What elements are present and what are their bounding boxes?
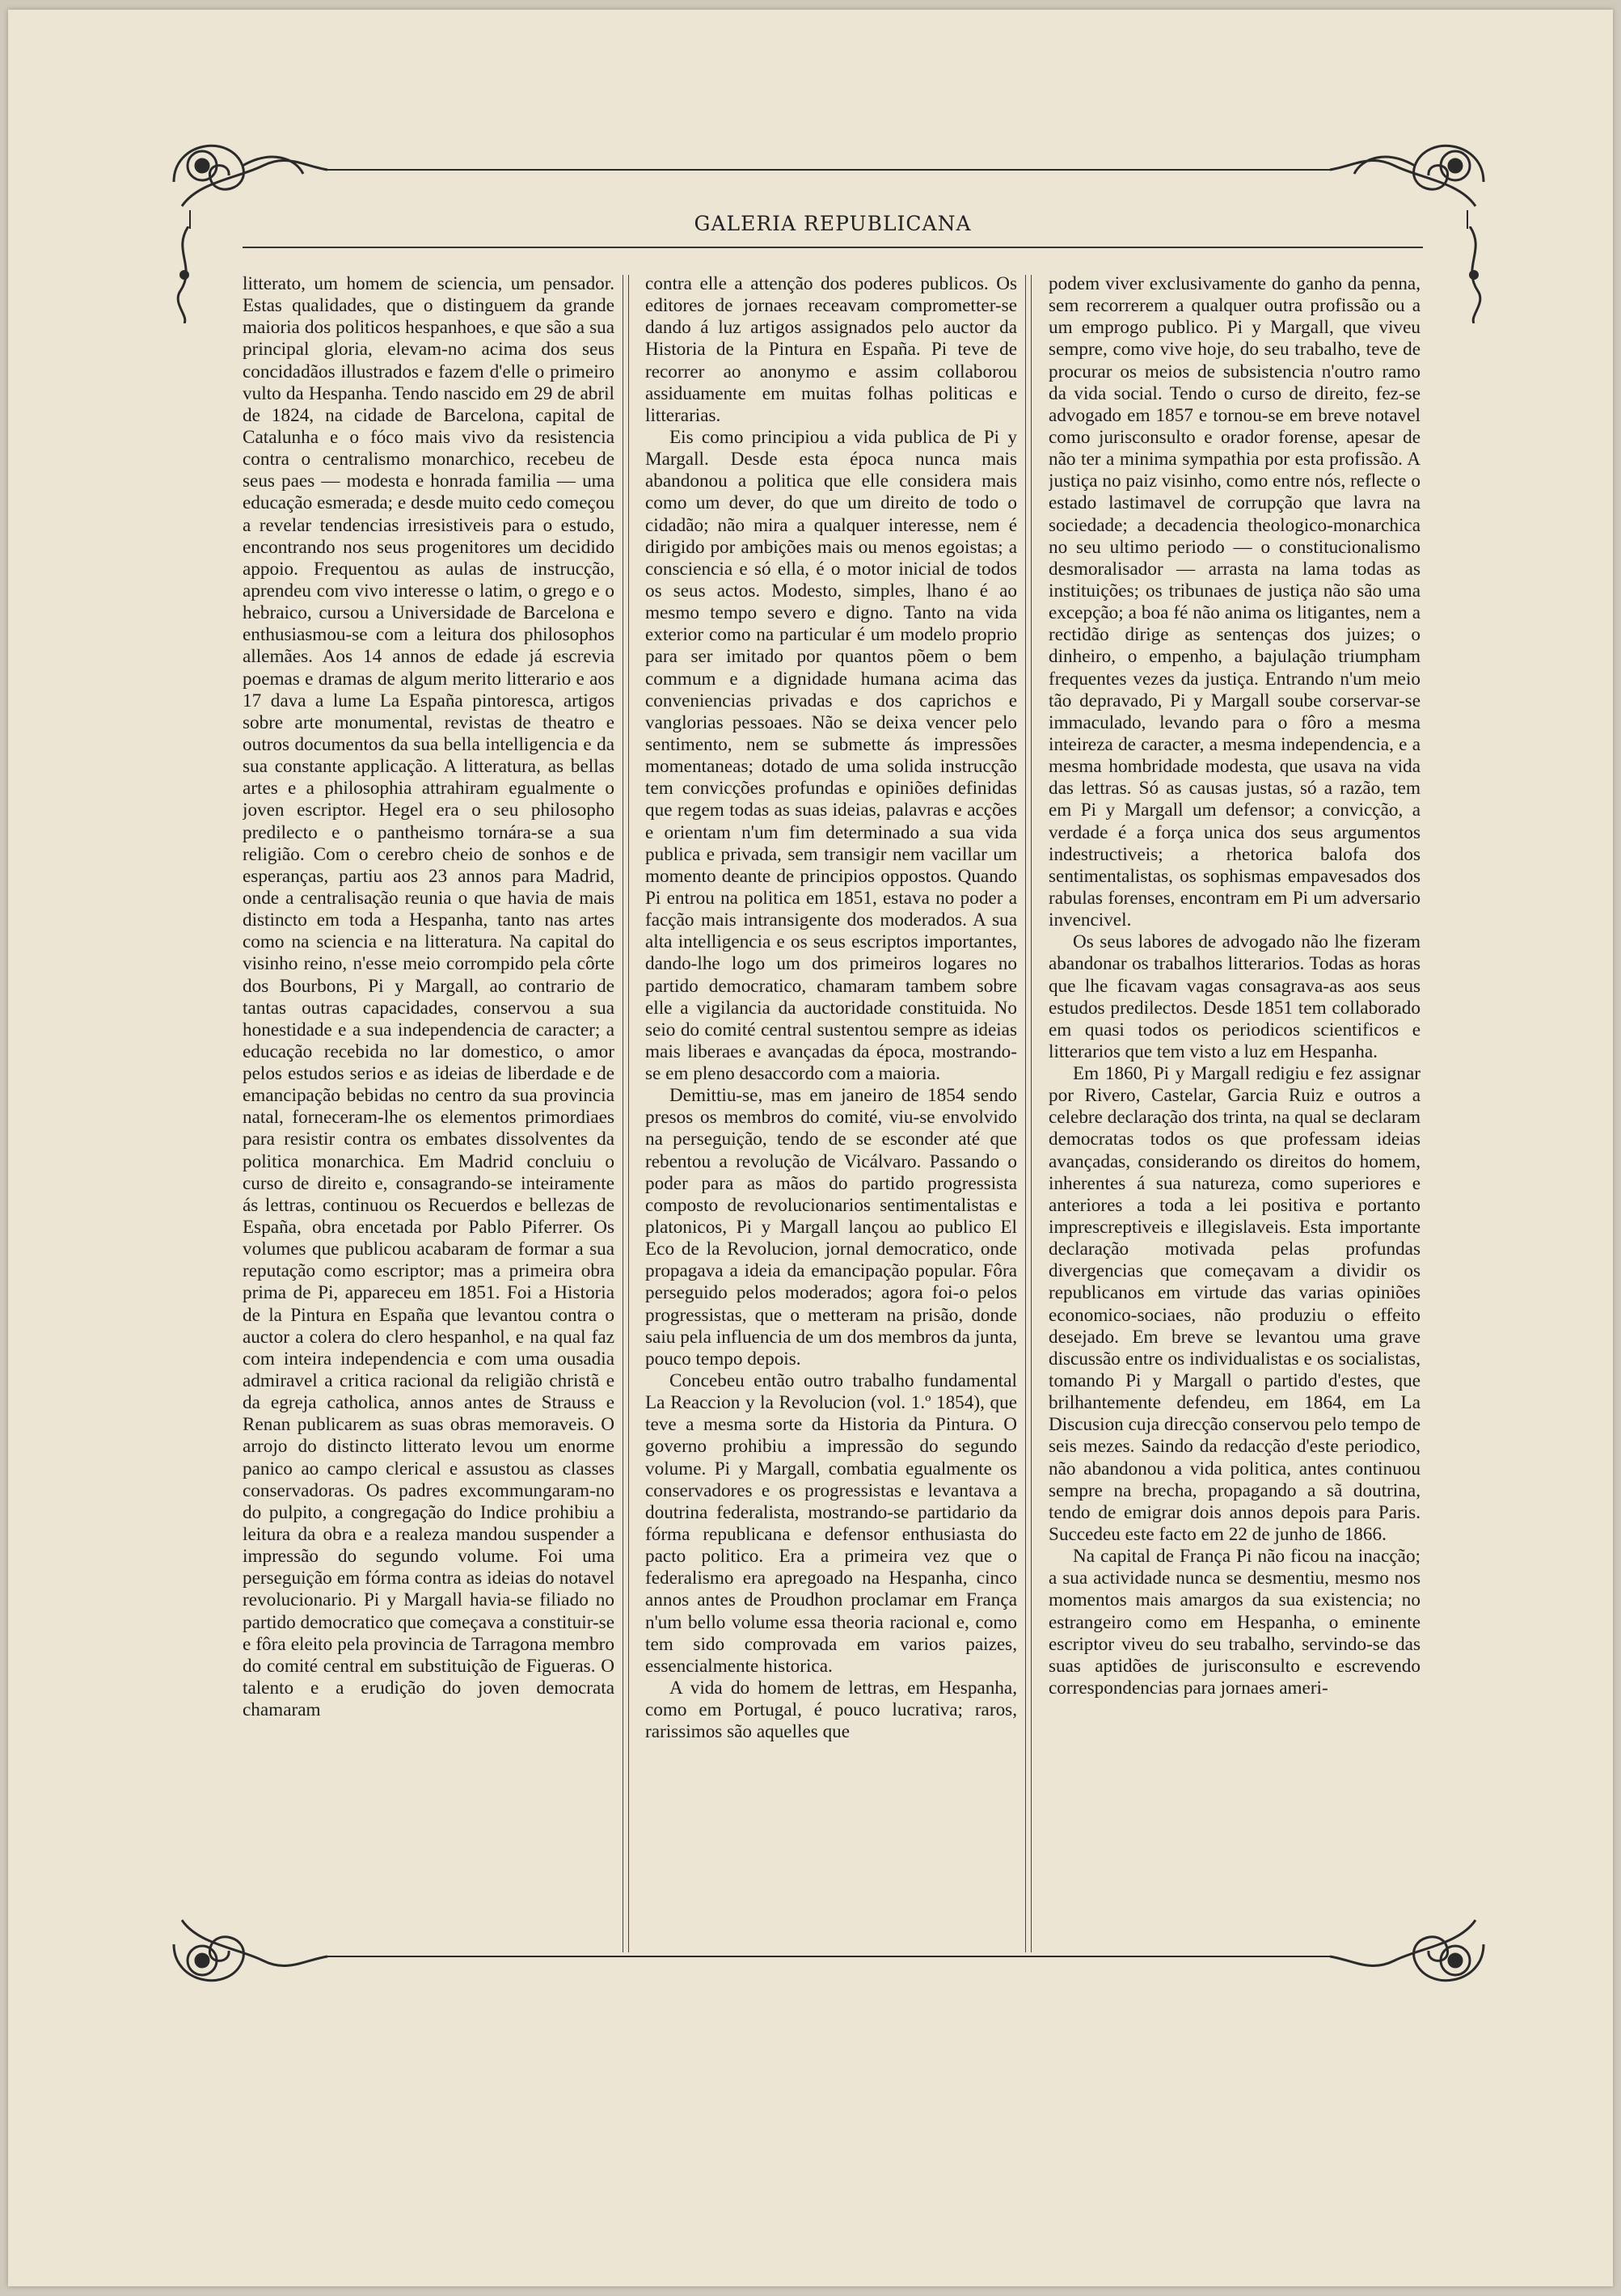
text-column-1 xyxy=(243,273,614,1947)
page-header: GALERIA REPUBLICANA xyxy=(694,212,972,235)
paragraph: Em 1860, Pi y Margall redigiu e fez assignar por Rivero, Castelar, Garcia Ruiz e outros a celebre declaração dos trinta, na qual se declaram democratas todos os que professam ideias avançadas, considerando os direitos do homem, inherentes á sua natureza, como superiores e anteriores a toda a lei positiva e portanto imprescreptiveis e illegislaveis. Esta importante declaração motivada pelas profundas divergencias que começavam a dividir os republicanos em virtude das varias opiniões economico-sociaes, não produziu o effeito desejado. Em breve se levantou uma grave discussão entre os individualistas e os socialistas, tomando Pi y Margall o partido d'estes, que brilhantemente defendeu, em 1864, em La Discusion cuja direcção conservou pelo tempo de seis mezes. Saindo da redacção d'este periodico, não abandonou a vida politica, antes continuou sempre na brecha, propagando a sã doutrina, tendo de emigrar dois annos depois para Paris. Succedeu este facto em 22 de junho de 1866. xyxy=(1049,1063,1420,1546)
paragraph: Demittiu-se, mas em janeiro de 1854 sendo presos os membros do comité, viu-se envolvido na perseguição, tendo de se esconder até que rebentou a revolução de Vicálvaro. Passando o poder para as mãos do partido progressista composto de revolucionarios sentimentalistas e platonicos, Pi y Margall lançou ao publico El Eco de la Revolucion, jornal democratico, onde propagava a ideia da emancipação popular. Fôra perseguido pelos moderados; agora foi-o pelos progressistas, que o metteram na prisão, donde saiu pela influencia de um dos membros da junta, pouco tempo depois. xyxy=(645,1085,1017,1370)
ornament-scroll-icon xyxy=(174,1920,327,1981)
paragraph: Os seus labores de advogado não lhe fizeram abandonar os trabalhos litterarios. Todas as horas que lhe ficavam vagas consagrava-as aos seus estudos predilectos. Desde 1851 tem collaborado em quasi todos os periodicos scientificos e litterarios que tem visto a luz em Hespanha. xyxy=(1049,931,1420,1062)
paragraph: podem viver exclusivamente do ganho da penna, sem recorrerem a qualquer outra profissão ou a um emprogo publico. Pi y Margall, que viveu sempre, como vive hoje, do seu trabalho, teve de procurar os meios de subsistencia n'outro ramo da vida social. Tendo o curso de direito, fez-se advogado em 1857 e tornou-se em breve notavel como jurisconsulto e orador forense, apesar de não ter a minima sympathia por esta profissão. A justiça no paiz visinho, como entre nós, reflecte o estado lastimavel de corrupção que lavra na sociedade; a decadencia theologico-monarchica no seu ultimo periodo — o constitucionalismo desmoralisador — arrasta na lama todas as instituições; os tribunaes de justiça não são uma excepção; a boa fé não anima os litigantes, nem a rectidão dirige as sentenças dos juizes; o dinheiro, o empenho, a bajulação triumpham frequentes vezes da justiça. Entrando n'um meio tão depravado, Pi y Margall soube corservar-se immaculado, levando para o fôro a mesma inteireza de caracter, a mesma independencia, e a mesma hombridade modesta, que usava na vida das lettras. Só as causas justas, só a razão, tem em Pi y Margall um defensor; a convicção, a verdade é a força unica dos seus argumentos indestructiveis; a rhetorica balofa dos sentimentalistas, os sophismas empavesados dos rabulas forenses, encontram em Pi um adversario invencivel. xyxy=(1049,273,1420,931)
paragraph: A vida do homem de lettras, em Hespanha, como em Portugal, é pouco lucrativa; raros, rarissimos são aquelles que xyxy=(645,1678,1017,1743)
header-rule xyxy=(243,247,1423,248)
text-column-2 xyxy=(645,273,1017,1947)
right-side-ornament-icon xyxy=(1458,226,1490,323)
paragraph: litterato, um homem de sciencia, um pensador. Estas qualidades, que o distinguem da grande maioria dos politicos hespanhoes, e que são a sua principal gloria, elevam-no acima dos seus concidadãos illustrados e fazem d'elle o primeiro vulto da Hespanha. Tendo nascido em 29 de abril de 1824, na cidade de Barcelona, capital de Catalunha e o fóco mais vivo da resistencia contra o centralismo monarchico, recebeu de seus paes — modesta e honrada familia — uma educação esmerada; e desde muito cedo começou a revelar tendencias irresistiveis para o estudo, encontrando nos seus progenitores um decidido appoio. Frequentou as aulas de instrucção, aprendeu com vivo interesse o latim, o grego e o hebraico, cursou a Universidade de Barcelona e enthusiasmou-se com a leitura dos philosophos allemães. Aos 14 annos de edade já escrevia poemas e dramas de algum merito litterario e aos 17 dava a lume La España pintoresca, artigos sobre arte monumental, revistas de theatro e outros documentos da sua bella intelligencia e da sua constante applicação. A litteratura, as bellas artes e a philosophia attrahiram egualmente o joven escriptor. Hegel era o seu philosopho predilecto e o pantheismo tornára-se a sua religião. Com o cerebro cheio de sonhos e de esperanças, partiu aos 23 annos para Madrid, onde a centralisação reunia o que havia de mais distincto em toda a Hespanha, tanto nas artes como na sciencia e na litteratura. Na capital do visinho reino, n'esse meio corrompido pela côrte dos Bourbons, Pi y Margall, ao contrario de tantas outras capacidades, conservou a sua honestidade e a sua independencia de caracter; a educação recebida no lar domestico, o amor pelos estudos serios e as ideias de liberdade e de emancipação bebidas no centro da sua provincia natal, forneceram-lhe os elementos primordiaes para resistir contra os embates dissolventes da politica monarchica. Em Madrid concluiu o curso de direito e, consagrando-se inteiramente ás lettras, continuou os Recuerdos e bellezas de España, obra encetada por Pablo Piferrer. Os volumes que publicou acabaram de formar a sua reputação como escriptor; mas a primeira obra prima de Pi, appareceu em 1851. Foi a Historia de la Pintura en España que levantou contra o auctor a colera do clero hespanhol, e na qual faz com inteira independencia e com uma ousadia admiravel a critica racional da religião christã e da egreja catholica, annos antes de Strauss e Renan publicarem as suas obras memoraveis. O arrojo do distincto litterato levou um enorme panico ao campo clerical e assustou as classes conservadoras. Os padres excommungaram-no do pulpito, a congregação do Indice prohibiu a leitura da obra e a realeza mandou suspender a impressão do segundo volume. Foi uma perseguição em fórma contra as ideias do notavel revolucionario. Pi y Margall havia-se filiado no partido democratico que começava a constituir-se e fôra eleito pela provincia de Tarragona membro do comité central em substituição de Figueras. O talento e a erudição do joven democrata chamaram xyxy=(243,273,614,1721)
ornament-scroll-icon xyxy=(174,146,327,206)
column-divider xyxy=(623,275,629,1952)
column-divider xyxy=(1025,275,1032,1952)
text-column-3 xyxy=(1049,273,1420,1947)
left-side-ornament-icon xyxy=(168,226,201,323)
paragraph: Concebeu então outro trabalho fundamental La Reaccion y la Revolucion (vol. 1.º 1854), que teve a mesma sorte da Historia da Pintura. O governo prohibiu a impressão do segundo volume. Pi y Margall, combatia egualmente os conservadores e os progressistas e levantava a doutrina federalista, mostrando-se partidario da fórma republicana e defensor enthusiasta do pacto politico. Era a primeira vez que o federalismo era apregoado na Hespanha, cinco annos antes de Proudhon proclamar em França n'um bello volume essa theoria racional e, como tem sido comprovada em varios paizes, essencialmente historica. xyxy=(645,1370,1017,1677)
paragraph: Na capital de França Pi não ficou na inacção; a sua actividade nunca se desmentiu, mesmo nos momentos mais amargos da sua existencia; no estrangeiro como em Hespanha, o eminente escriptor viveu do seu trabalho, servindo-se das suas aptidões de jurisconsulto e escrevendo correspondencias para jornaes ameri- xyxy=(1049,1546,1420,1699)
paragraph: Eis como principiou a vida publica de Pi y Margall. Desde esta época nunca mais abandonou a politica que elle considera mais como um dever, do que um direito de todo o cidadão; não mira a qualquer interesse, nem é dirigido por ambições mais ou menos egoistas; a consciencia e só ella, é o motor inicial de todos os seus actos. Modesto, simples, lhano é ao mesmo tempo severo e digno. Tanto na vida exterior como na particular é um modelo proprio para ser imitado por quantos põem o bem commum e a dignidade humana acima das conveniencias privadas e dos caprichos e vanglorias pessoaes. Não se deixa vencer pelo sentimento, nem se submette ás impressões momentaneas; dotado de uma solida instrucção tem convicções profundas e opiniões definidas que regem todas as suas ideias, palavras e acções e orientam n'um fim determinado a sua vida publica e privada, sem transigir nem vacillar um momento deante de principios oppostos. Quando Pi entrou na politica em 1851, estava no poder a facção mais intransigente dos moderados. A sua alta intelligencia e os seus escriptos importantes, dando-lhe logo um dos primeiros logares no partido democratico, chamaram tambem sobre elle a vigilancia da auctoridade constituida. No seio do comité central sustentou sempre as ideias mais liberaes e avançadas da época, mostrando-se em pleno desaccordo com a maioria. xyxy=(645,426,1017,1085)
ornament-scroll-icon xyxy=(1330,146,1484,206)
paragraph: contra elle a attenção dos poderes publicos. Os editores de jornaes receavam comprometter-se dando á luz artigos assignados pelo auctor da Historia de la Pintura en España. Pi teve de recorrer ao anonymo e assim collaborou assiduamente em muitas folhas politicas e litterarias. xyxy=(645,273,1017,426)
bottom-ornament-frame xyxy=(166,1912,1492,1993)
ornament-scroll-icon xyxy=(1330,1920,1484,1981)
